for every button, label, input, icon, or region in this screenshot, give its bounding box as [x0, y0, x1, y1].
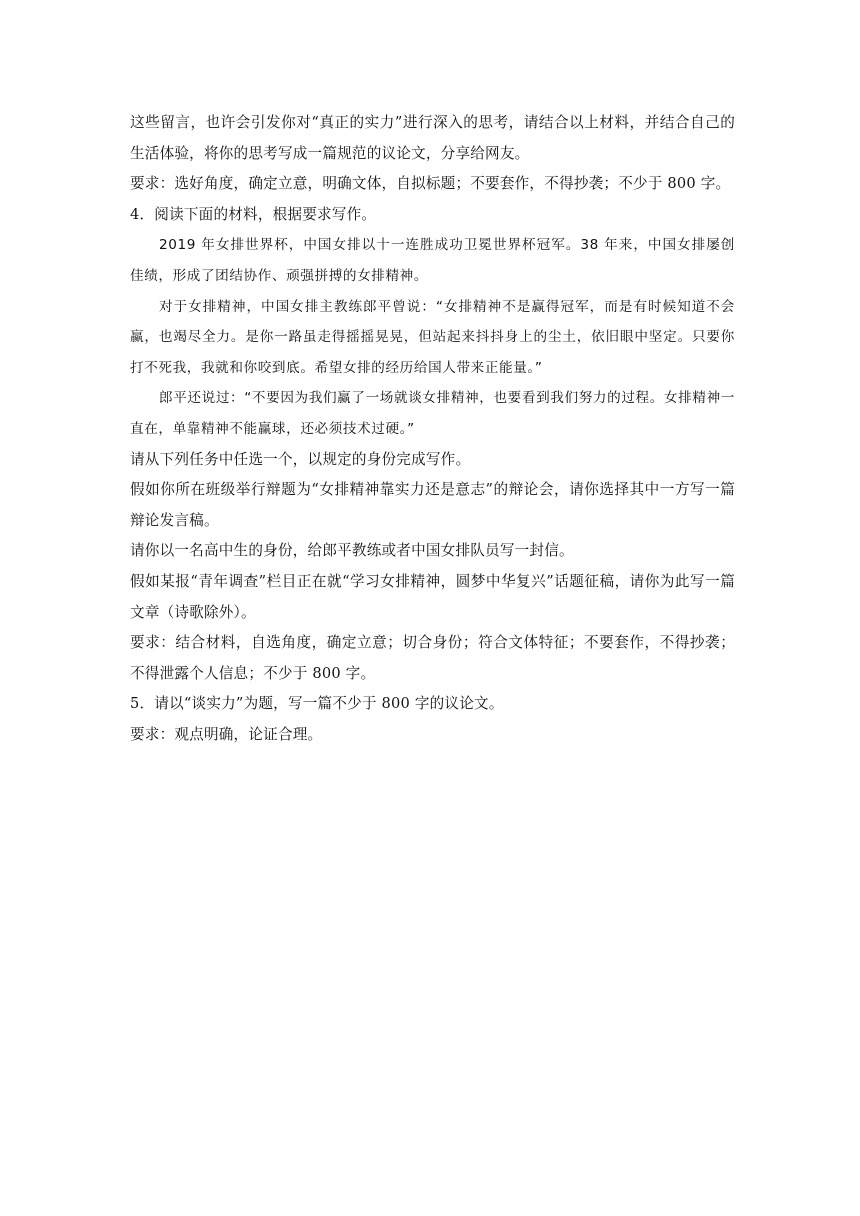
document-body	[130, 108, 735, 750]
task-instruction: 请从下列任务中任选一个，以规定的身份完成写作。	[130, 450, 471, 468]
paragraph-requirements-3: 要求：选好角度，确定立意，明确文体，自拟标题；不要套作，不得抄袭；不少于 800 字。	[130, 175, 731, 193]
material-paragraph-3: 郎平还说过：“不要因为我们赢了一场就谈女排精神，也要看到我们努力的过程。女排精神一直在，单靠精神不能赢球，还必须技术过硬。”	[130, 390, 735, 437]
task-option-2: 请你以一名高中生的身份，给郎平教练或者中国女排队员写一封信。	[130, 542, 574, 560]
task-option-3: 假如某报“青年调查”栏目正在就“学习女排精神，圆梦中华复兴”话题征稿，请你为此写一篇文章（诗歌除外）。	[130, 572, 735, 621]
paragraph-requirements-4: 要求：结合材料，自选角度，确定立意；切合身份；符合文体特征；不要套作，不得抄袭；不得泄露个人信息；不少于 800 字。	[130, 634, 735, 682]
paragraph-prompt-instructions: 这些留言，也许会引发你对“真正的实力”进行深入的思考，请结合以上材料，并结合自己的生活体验，将你的思考写成一篇规范的议论文，分享给网友。	[130, 114, 735, 162]
task-option-1: 假如你所在班级举行辩题为“女排精神靠实力还是意志”的辩论会，请你选择其中一方写一篇辩论发言稿。	[130, 481, 735, 529]
question-5-heading: 5．请以“谈实力”为题，写一篇不少于 800 字的议论文。	[130, 695, 504, 713]
material-paragraph-1: 2019 年女排世界杯，中国女排以十一连胜成功卫冕世界杯冠军。38 年来，中国女排屡创佳绩，形成了团结协作、顽强拼搏的女排精神。	[130, 237, 735, 284]
paragraph-requirements-5: 要求：观点明确，论证合理。	[130, 725, 323, 743]
material-paragraph-2: 对于女排精神，中国女排主教练郎平曾说：“女排精神不是赢得冠军，而是有时候知道不会赢，也竭尽全力。是你一路虽走得摇摇晃晃，但站起来抖抖身上的尘土，依旧眼中坚定。只要你打不死我，我就和你咬到底。希望女排的经历给国人带来正能量。”	[130, 298, 735, 376]
question-4-heading: 4．阅读下面的材料，根据要求写作。	[130, 205, 377, 223]
